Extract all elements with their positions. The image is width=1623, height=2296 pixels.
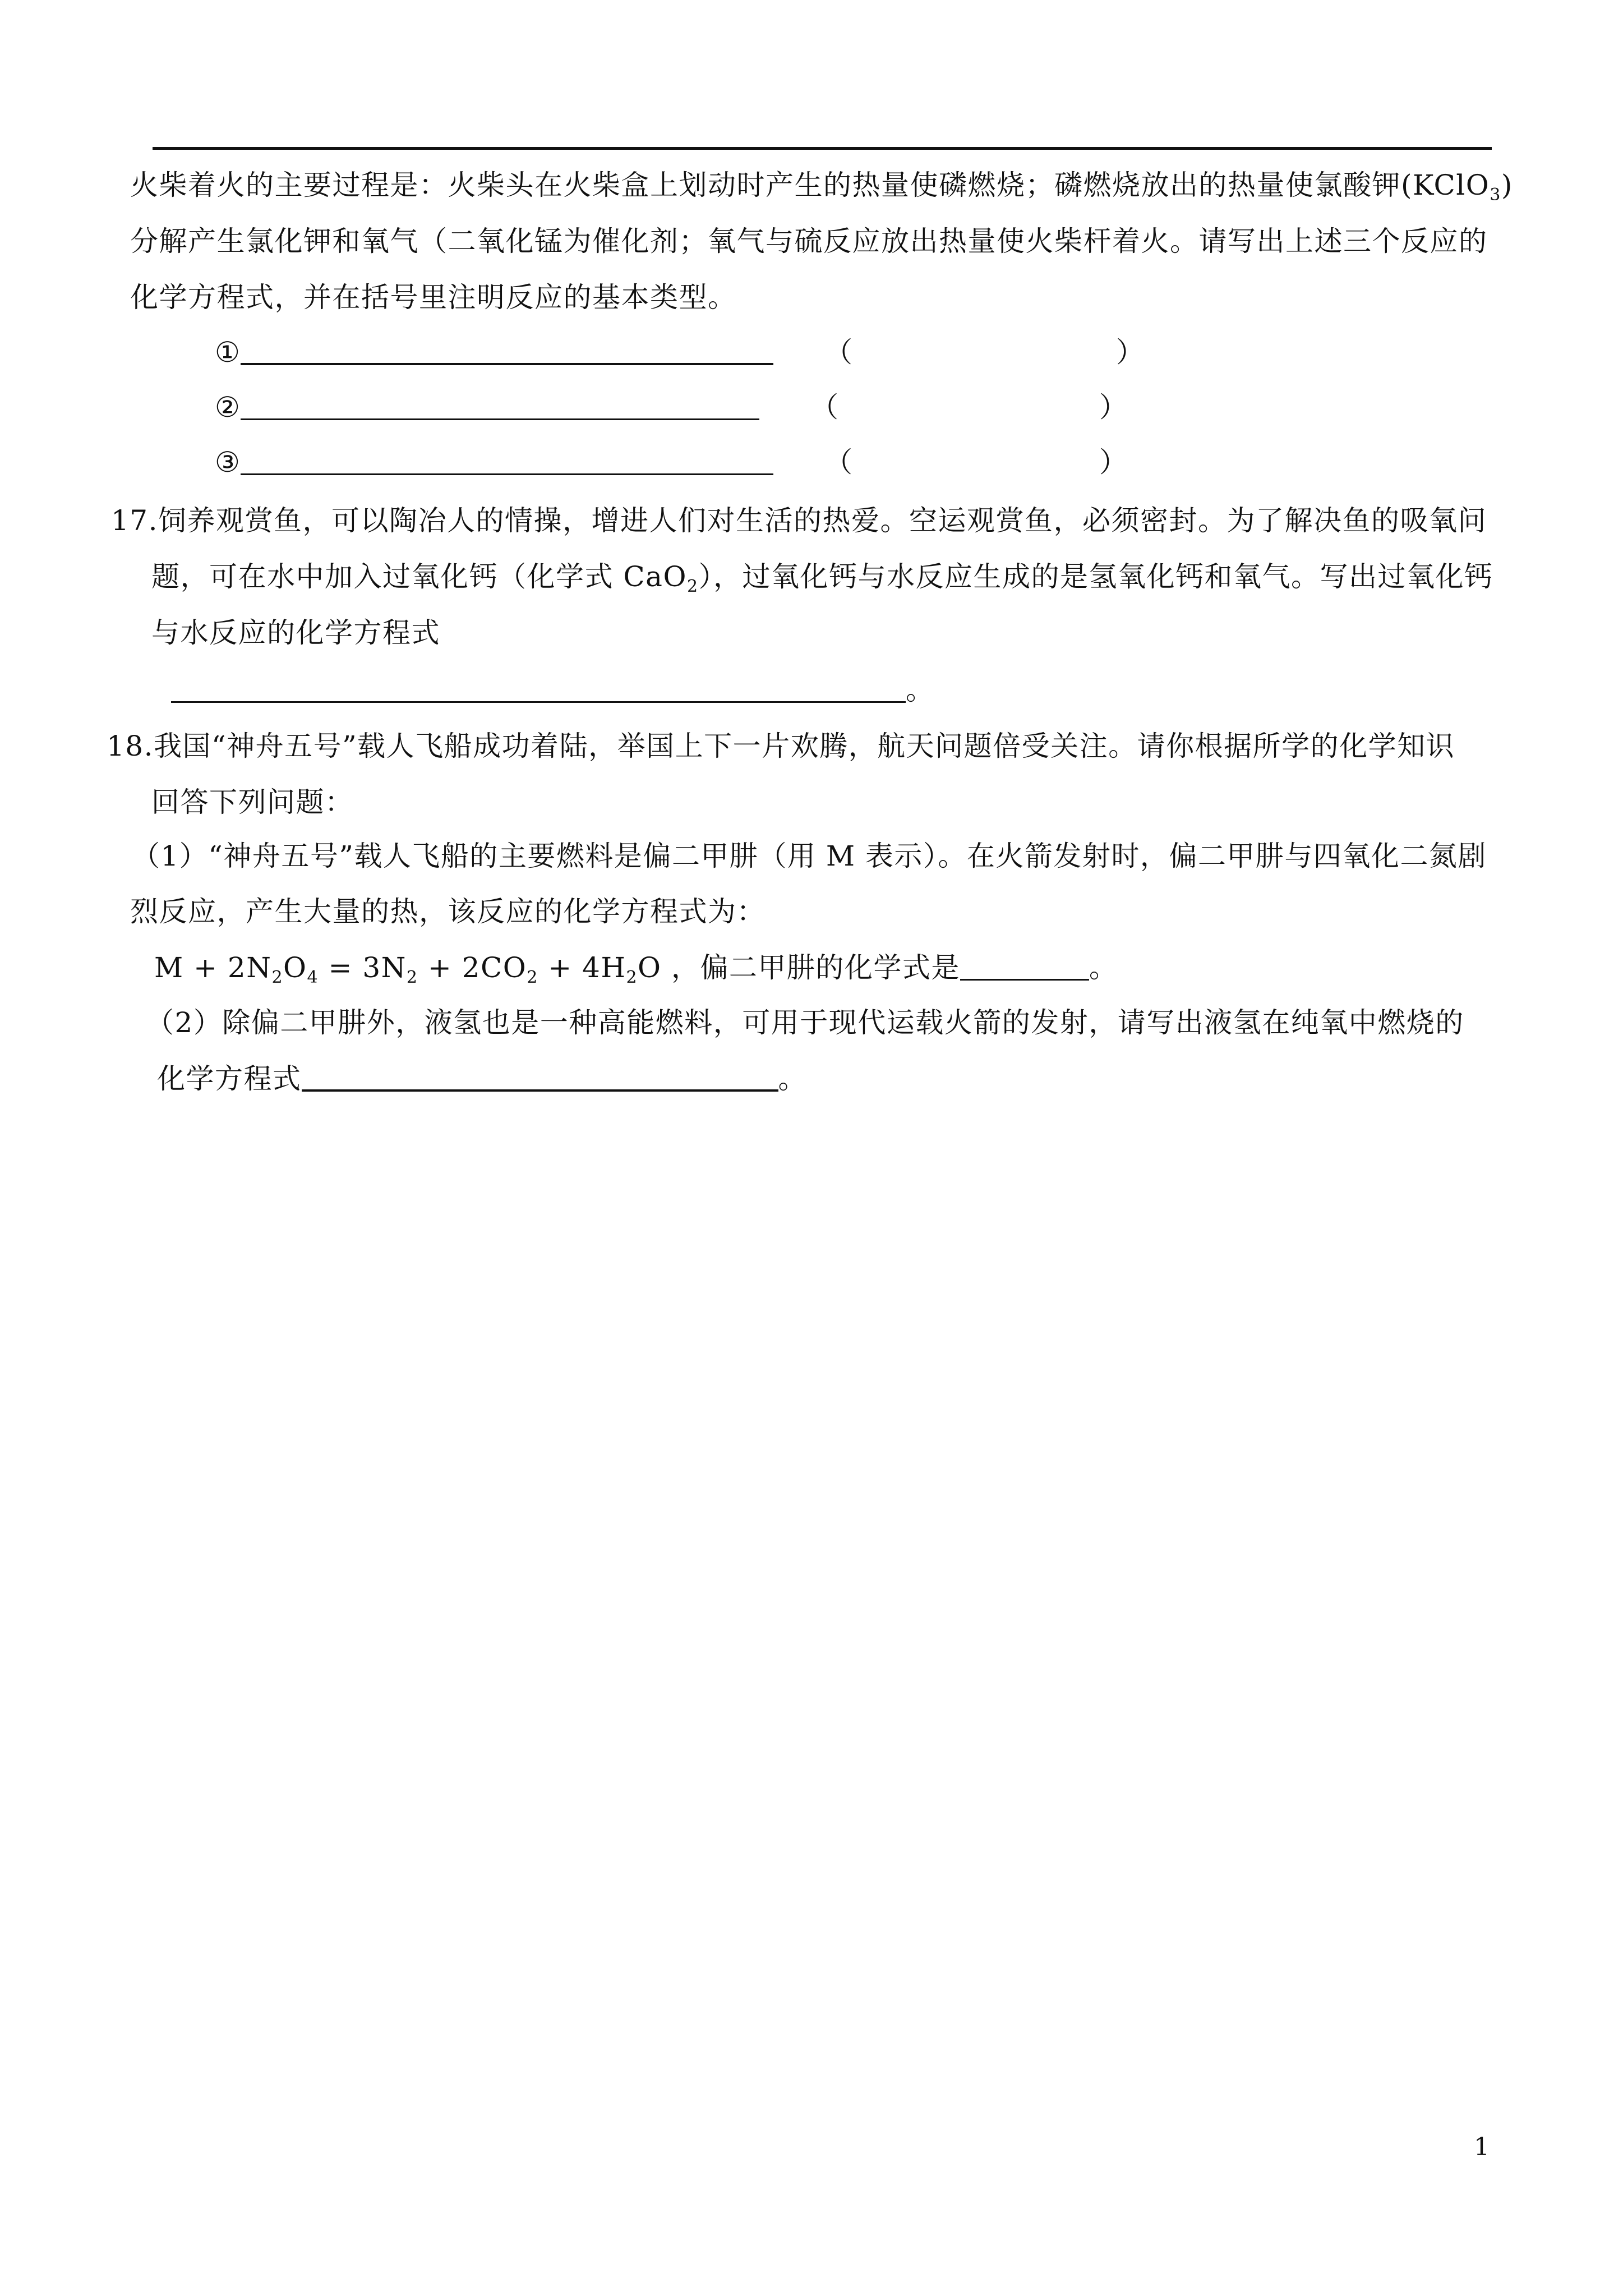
q17-number: 17. [111,504,159,537]
q17-answer-blank[interactable] [171,674,906,703]
answer-type-open-2: （ [810,391,838,424]
answer-line-1[interactable]: ① [215,335,773,369]
intro-line-3: 化学方程式，并在括号里注明反应的基本类型。 [130,281,737,314]
answer-type-close-3: ） [1099,446,1127,478]
header-rule [153,147,1492,150]
q18-formula-blank[interactable] [960,952,1089,981]
answer-line-3[interactable]: ③ [215,445,773,479]
q18-part1-line-1: （1）“神舟五号”载人飞船的主要燃料是偏二甲肼（用 M 表示）。在火箭发射时，偏二甲肼与四氧化二氮剧 [132,840,1487,872]
q18-number: 18. [107,730,154,762]
q18-part2-line-1: （2）除偏二甲肼外，液氢也是一种高能燃料，可用于现代运载火箭的发射，请写出液氢在纯氧中燃烧的 [146,1006,1464,1039]
q17-answer-line[interactable]: 。 [171,673,935,707]
answer-blank-2[interactable] [241,392,759,420]
answer-type-close-1: ） [1116,336,1144,369]
answer-blank-1[interactable] [241,336,773,365]
answer-type-open-1: （ [824,336,852,369]
answer-blank-3[interactable] [241,447,773,475]
q17-line-2: 题，可在水中加入过氧化钙（化学式 CaO$_2$），过氧化钙与水反应生成的是氢氧化钙和氧气。写出过氧化钙 [151,560,1493,596]
q18-line-2: 回答下列问题： [151,786,354,818]
page-number: 1 [1474,2133,1490,2161]
answer-type-close-2: ） [1099,391,1127,424]
q18-part2-line-2: 化学方程式 。 [157,1062,807,1095]
intro-line-2: 分解产生氯化钾和氧气（二氧化锰为催化剂；氧气与硫反应放出热量使火柴杆着火。请写出上述三个反应的 [130,225,1488,257]
q18-equation-blank[interactable] [302,1062,778,1092]
q18-line-1: 18.我国“神舟五号”载人飞船成功着陆，举国上下一片欢腾，航天问题倍受关注。请你根据所学的化学知识 [107,730,1455,762]
q18-equation-line: $M + 2N_2O_4 = 3N_2 + 2CO_2 + 4H_2O$ ，偏二甲肼的化学式是 。 [154,951,1118,987]
q18-part1-line-2: 烈反应，产生大量的热，该反应的化学方程式为： [130,895,766,928]
answer-line-2[interactable]: ② [215,390,759,424]
q17-line-3: 与水反应的化学方程式 [151,616,440,649]
q17-line-1: 17.饲养观赏鱼，可以陶冶人的情操，增进人们对生活的热爱。空运观赏鱼，必须密封。为了解决鱼的吸氧问 [111,504,1487,537]
answer-type-open-3: （ [824,446,852,478]
intro-line-1: 火柴着火的主要过程是：火柴头在火柴盒上划动时产生的热量使磷燃烧；磷燃烧放出的热量使氯酸钾(KClO$_3$) [130,169,1513,205]
